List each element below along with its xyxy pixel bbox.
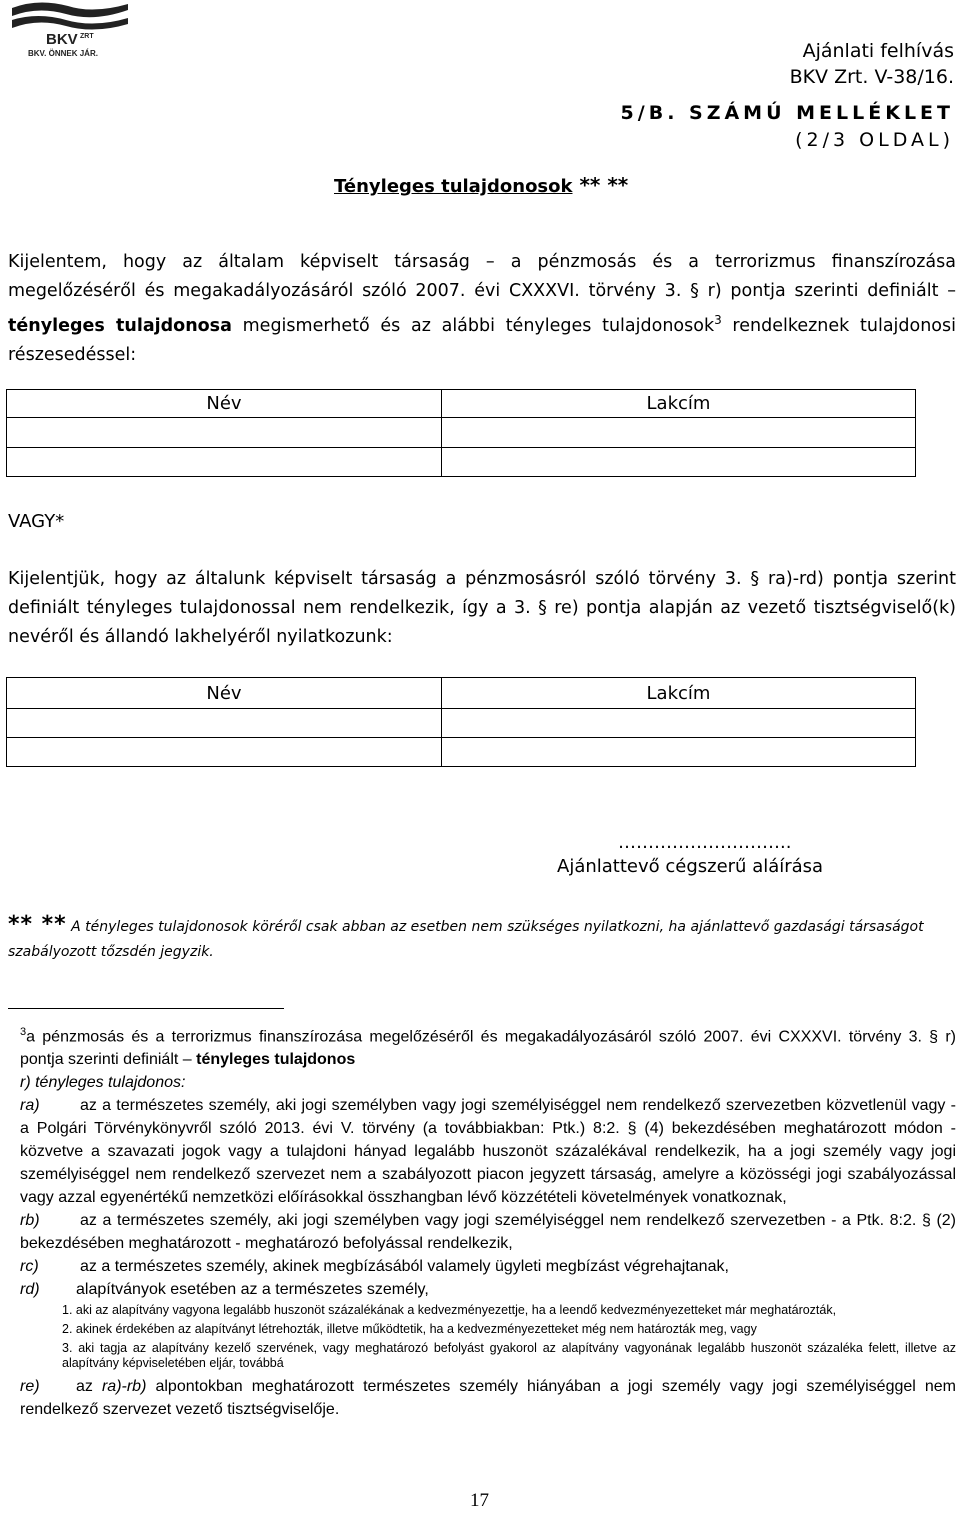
owners-cell-address-2[interactable] (442, 448, 916, 477)
footnote-rd-text: alapítványok esetében az a természetes személy, (76, 1281, 429, 1299)
para1-bold: tényleges tulajdonosa (8, 315, 232, 336)
footnote (20, 1021, 956, 1421)
alt-declaration-paragraph: Kijelentjük, hogy az általunk képviselt társaság a pénzmosásról szóló törvény 3. § ra)-rd) pontja szerint definiált tényleges tulajdonossal nem rendelkezik, így a 3. § re) pontja alapján az vezető tisztségviselő(k) nevéről és állandó lakhelyéről nyilatkozunk: (8, 569, 956, 647)
footnote-rd (20, 1278, 956, 1301)
doc-type: Ajánlati felhívás (802, 40, 954, 62)
footnote-r-heading (20, 1071, 956, 1094)
owners-cell-address-1[interactable] (442, 418, 916, 448)
footnote-re-text-a: az (76, 1378, 102, 1396)
or-label: VAGY* (8, 511, 65, 532)
footnote-rb (20, 1209, 956, 1255)
footnote-intro-bold: tényleges tulajdonos (196, 1051, 356, 1069)
officers-table (6, 677, 916, 767)
para1-text-b: megismerhető és az alábbi tényleges tulajdonosok (231, 315, 715, 336)
footnote-ref: 3 (714, 313, 722, 327)
footnote-rb-label: rb) (20, 1212, 40, 1230)
note-text: A tényleges tulajdonosok köréről csak abban az esetben nem szükséges nyilatkozni, ha ajánlattevő gazdasági társaságot szabályozott tőzsdén jegyzik. (8, 919, 924, 960)
officers-cell-address-1[interactable] (442, 709, 916, 738)
footnote-ra (20, 1094, 956, 1209)
footnote-rc-label: rc) (20, 1258, 39, 1276)
section-title-text: Tényleges tulajdonosok (334, 176, 573, 197)
footnote-r-heading-text: r) tényleges tulajdonos: (20, 1074, 186, 1092)
footnote-re-label: re) (20, 1378, 40, 1396)
footnote-rc (20, 1255, 956, 1278)
owners-table (6, 389, 916, 477)
signature-label: Ajánlattevő cégszerű aláírása (557, 856, 824, 877)
para1-text-c: rendelkeznek tulajdonosi részesedéssel: (8, 315, 956, 365)
officers-cell-name-2[interactable] (7, 738, 442, 767)
footnote-number: 3 (20, 1026, 27, 1038)
officers-col-name: Név (7, 678, 442, 709)
svg-text:BKV: BKV (46, 31, 78, 48)
footnote-rd-2: 2. akinek érdekében az alapítványt létrehozták, illetve működtetik, ha a kedvezményezetteket még nem határozták meg, vagy (62, 1322, 757, 1337)
footnote-rd-3: 3. aki tagja az alapítvány kezelő szervének, vagy meghatározó befolyást gyakorol az alapítvány vagyonának legalább huszonöt százaléka felett, illetve az alapítvány képviseletében eljár, továbbá (62, 1341, 956, 1371)
section-title (334, 173, 628, 197)
footnote-re (20, 1375, 956, 1421)
owners-cell-name-1[interactable] (7, 418, 442, 448)
note-stars: ** ** (8, 912, 67, 937)
owners-cell-name-2[interactable] (7, 448, 442, 477)
annex-title: 5/B. SZÁMÚ MELLÉKLET (620, 102, 954, 124)
declaration-paragraph (8, 248, 956, 370)
footnote-intro-text: a pénzmosás és a terrorizmus finanszírozása megelőzéséről és megakadályozásáról szóló 2007. évi CXXXVI. törvény 3. § r) pontja szerinti definiált – (20, 1028, 956, 1069)
page-of: (2/3 OLDAL) (795, 129, 954, 151)
footnote-intro (20, 1021, 956, 1071)
officers-cell-address-2[interactable] (442, 738, 916, 767)
footnote-rd-1: 1. aki az alapítvány vagyona legalább huszonöt százalékának a kedvezményezettje, ha a leendő kedvezményezetteket már meghatározták, (62, 1303, 837, 1318)
footnote-ra-label: ra) (20, 1097, 40, 1115)
page-number: 17 (470, 1490, 489, 1511)
footnote-re-ref: ra)-rb) (101, 1378, 147, 1396)
doc-ref: BKV Zrt. V-38/16. (789, 66, 954, 88)
footnote-ra-text: az a természetes személy, aki jogi személyben vagy jogi személyiséggel nem rendelkező szervezetben közvetlenül vagy - a Polgári Törvénykönyvről szóló 2013. évi V. törvény (a továbbiakban: Ptk.) 8:2. § (4) bekezdésében meghatározott módon - közvetve a szavazati jogok vagy a tulajdoni hányad legalább huszonöt százalékával rendelkezik, ha a jogi személy vagy jogi személyiséggel nem rendelkező szervezet nem a szabályozott piacon jegyzett társaság, amelyre a közösségi jogi szabályozással vagy azzal egyenértékű nemzetközi előírásokkal összhangban lévő közzétételi követelmények vonatkoznak, (20, 1097, 956, 1207)
footnote-rd-label: rd) (20, 1281, 40, 1299)
para1-text-a: Kijelentem, hogy az általam képviselt társaság – a pénzmosás és a terrorizmus finanszírozása megelőzéséről és megakadályozásáról szóló 2007. évi CXXXVI. törvény 3. § r) pontja szerinti definiált – (8, 252, 956, 301)
officers-cell-name-1[interactable] (7, 709, 442, 738)
footnote-re-text-b: alpontokban meghatározott természetes személy hiányában a jogi személy vagy jogi személyiséggel nem rendelkező szervezet vezető tisztségviselője. (20, 1378, 957, 1419)
owners-col-address: Lakcím (442, 390, 916, 418)
officers-col-address: Lakcím (442, 678, 916, 709)
ownership-note (8, 912, 956, 965)
footnote-rc-text: az a természetes személy, akinek megbízásából valamely ügyleti megbízást végrehajtanak, (80, 1258, 729, 1276)
footnote-rb-text: az a természetes személy, aki jogi személyben vagy jogi személyiséggel nem rendelkező szervezetben - a Ptk. 8:2. § (2) bekezdésében meghatározott - meghatározó befolyással rendelkezik, (20, 1212, 956, 1253)
owners-col-name: Név (7, 390, 442, 418)
footnote-separator (8, 1008, 284, 1009)
section-title-stars: ** ** (572, 173, 629, 197)
svg-text:ZRT: ZRT (80, 33, 94, 40)
bkv-logo (8, 0, 132, 62)
svg-text:BKV. ÖNNEK JÁR.: BKV. ÖNNEK JÁR. (28, 49, 98, 58)
signature-dots: ……………………….. (618, 832, 792, 853)
